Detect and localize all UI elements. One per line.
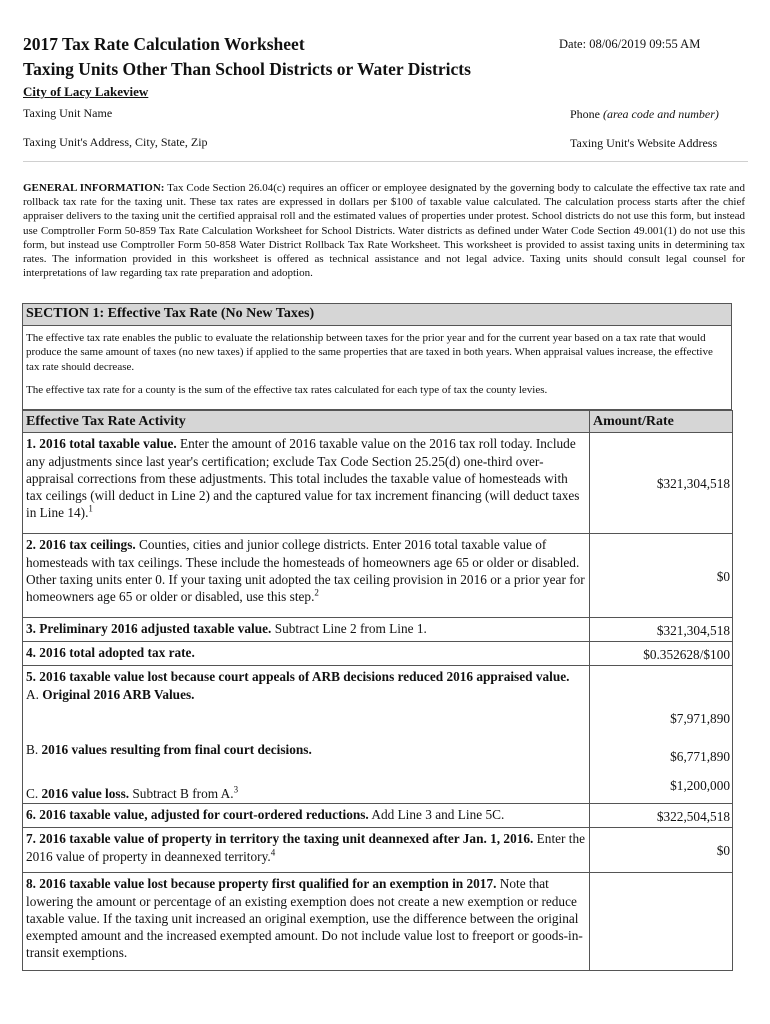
line3-amount: $321,304,518 (590, 618, 733, 642)
phone-label: Phone (area code and number) (570, 107, 719, 121)
section1-para1: The effective tax rate enables the public to evaluate the relationship between taxes for the prior year and for the current year based on a tax rate that would produce the same amount of taxes (no new taxes) if applied to the same properties that are taxed in both years. When appraisal values increase, the effective tax rate should decrease. (26, 332, 713, 373)
general-information (23, 181, 745, 280)
line6-amount: $322,504,518 (590, 804, 733, 828)
line4-amount: $0.352628/$100 (590, 642, 733, 666)
table-header-row (23, 411, 733, 433)
line5a-amount: $7,971,890 (590, 666, 733, 730)
line8-amount (590, 873, 733, 971)
taxing-unit-name-value: City of Lacy Lakeview (23, 84, 149, 99)
worksheet-date: Date: 08/06/2019 09:55 AM (559, 37, 701, 51)
line1-description: 1. 2016 total taxable value. Enter the amount of 2016 taxable value on the 2016 tax roll today. Include any adjustments since last year's certification; exclude Tax Code Section 25.25(d) one-third over-appraisal corrections from these adjustments. This total includes the taxable value of homesteads with tax ceilings (will deduct in Line 2) and the captured value for tax increment financing (will deduct taxes in Line 14).$^1$ (23, 433, 590, 534)
table-row-line7 (23, 828, 733, 873)
line3-description: 3. Preliminary 2016 adjusted taxable value. Subtract Line 2 from Line 1. (23, 618, 590, 642)
col-activity: Effective Tax Rate Activity (23, 411, 590, 433)
table-row-line5a (23, 666, 733, 730)
phone-hint: (area code and number) (603, 107, 719, 121)
line5b-amount: $6,771,890 (590, 730, 733, 768)
line5b-description: B. 2016 values resulting from final court decisions. (23, 730, 590, 768)
col-amount: Amount/Rate (590, 411, 733, 433)
section1-intro (22, 326, 732, 410)
line4-description: 4. 2016 total adopted tax rate. (23, 642, 590, 666)
line2-description: 2. 2016 tax ceilings. Counties, cities and junior college districts. Enter 2016 total taxable value of homesteads with tax ceilings. These include the homesteads of homeowners age 65 or older or disabled. Other taxing units enter 0. If your taxing unit adopted the tax ceiling provision in 2016 or a prior year for homeowners age 65 or older or disabled, use this step.$^2$ (23, 534, 590, 618)
line7-description: 7. 2016 taxable value of property in territory the taxing unit deannexed after Jan. 1, 2016. Enter the 2016 value of property in deannexed territory.$^4$ (23, 828, 590, 873)
general-information-text: Tax Code Section 26.04(c) requires an officer or employee designated by the governing body to calculate the effective tax rate and rollback tax rate for the taxing unit. These tax rates are expressed in dollars per $100 of taxable value calculated. The calculation process starts after the chief appraiser delivers to the taxing unit the certified appraisal roll and the estimated values of properties under protest. School districts do not use this form, but instead use Comptroller Form 50-859 Tax Rate Calculation Worksheet for School Districts. Water districts as defined under Water Code Section 49.001(1) do not use this form, but instead use Comptroller Form 50-858 Water District Rollback Tax Rate Worksheet. This worksheet is provided to assist taxing units in determining tax rates. The information provided in this worksheet is offered as technical assistance and not legal advice. Taxing units should consult legal counsel for interpretations of law regarding tax rate preparation and adoption. (23, 182, 745, 280)
section1-title: SECTION 1: Effective Tax Rate (No New Taxes) (22, 303, 732, 326)
website-label: Taxing Unit's Website Address (570, 136, 718, 150)
worksheet-subtitle: Taxing Units Other Than School Districts or Water Districts (23, 59, 471, 79)
table-row-line8 (23, 873, 733, 971)
line1-amount: $321,304,518 (590, 433, 733, 534)
table-row-line6 (23, 804, 733, 828)
general-information-label: GENERAL INFORMATION: (23, 182, 165, 194)
line5a-label: Original 2016 ARB Values. (42, 686, 195, 702)
table-row-line5c (23, 768, 733, 804)
table-row-line4 (23, 642, 733, 666)
address-label: Taxing Unit's Address, City, State, Zip (23, 135, 208, 149)
header-divider (23, 161, 748, 162)
table-row-line2 (23, 534, 733, 618)
line6-description: 6. 2016 taxable value, adjusted for court-ordered reductions. Add Line 3 and Line 5C. (23, 804, 590, 828)
table-row-line3 (23, 618, 733, 642)
line5c-amount: $1,200,000 (590, 768, 733, 804)
line5c-description: C. 2016 value loss. Subtract B from A.$^3$ (23, 768, 590, 804)
line8-description: 8. 2016 taxable value lost because property first qualified for an exemption in 2017. Note that lowering the amount or percentage of an existing exemption does not create a new exemption or reduce taxable value. If the taxing unit increased an original exemption, use the difference between the original exempted amount and the increased exempted amount. Do not include value lost to freeport or goods-in-transit exemptions. (23, 873, 590, 971)
table-row-line1 (23, 433, 733, 534)
table-row-line5b (23, 730, 733, 768)
section1-para2: The effective tax rate for a county is the sum of the effective tax rates calculated for each type of tax the county levies. (26, 384, 548, 397)
taxing-unit-name-label: Taxing Unit Name (23, 106, 113, 120)
effective-tax-rate-table (22, 410, 733, 971)
worksheet-title: 2017 Tax Rate Calculation Worksheet (23, 34, 305, 54)
line7-amount: $0 (590, 828, 733, 873)
line5-description: 5. 2016 taxable value lost because court appeals of ARB decisions reduced 2016 appraised value. A. Original 2016 ARB Values. (23, 666, 590, 730)
line2-amount: $0 (590, 534, 733, 618)
